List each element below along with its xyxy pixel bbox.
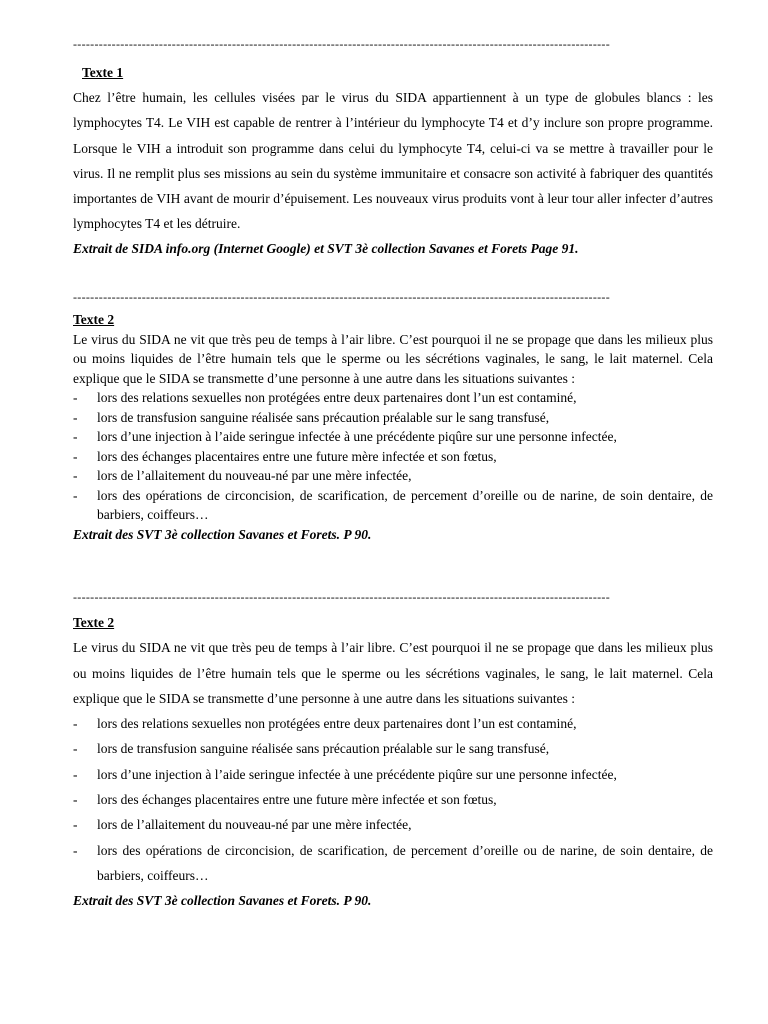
section-paragraph: Le virus du SIDA ne vit que très peu de temps à l’air libre. C’est pourquoi il ne se propage que dans les milieux plus ou moins liquides de l’être humain tels que le sperme ou les sécrétions vaginales, le sang, le lait maternel. Cela explique que le SIDA se transmette d’une personne à une autre dans les situations suivantes : bbox=[73, 331, 713, 386]
bullet-dash: - bbox=[73, 390, 78, 405]
bullet-dash: - bbox=[73, 741, 78, 757]
section-texte-2 bbox=[73, 310, 713, 544]
section-source: Extrait des SVT 3è collection Savanes et Forets. P 90. bbox=[73, 893, 372, 909]
list-item: - lors de transfusion sanguine réalisée sans précaution préalable sur le sang transfusé, bbox=[73, 408, 713, 428]
list-item: - lors de l’allaitement du nouveau-né par une mère infectée, bbox=[73, 466, 713, 486]
bullet-dash: - bbox=[73, 817, 78, 833]
list-item: - lors d’une injection à l’aide seringue infectée à une précédente piqûre sur une personne infectée, bbox=[73, 762, 713, 787]
bullet-dash: - bbox=[73, 409, 78, 425]
bullet-dash: - bbox=[73, 487, 78, 503]
transmission-list bbox=[73, 388, 713, 525]
section-source: Extrait de SIDA info.org (Internet Google) et SVT 3è collection Savanes et Forets Page 91. bbox=[73, 241, 579, 257]
bullet-dash: - bbox=[73, 716, 78, 732]
bullet-dash: - bbox=[73, 448, 78, 464]
section-source: Extrait des SVT 3è collection Savanes et Forets. P 90. bbox=[73, 526, 372, 542]
list-item: - lors de l’allaitement du nouveau-né par une mère infectée, bbox=[73, 812, 713, 837]
list-item: - lors des opérations de circoncision, de scarification, de percement d’oreille ou de narine, de soin dentaire, de barbiers, coiffeurs… bbox=[73, 487, 713, 522]
list-item: - lors des opérations de circoncision, de scarification, de percement d’oreille ou de narine, de soin dentaire, de barbiers, coiffeurs… bbox=[73, 838, 713, 889]
section-title: Texte 1 bbox=[82, 65, 124, 80]
section-title: Texte 2 bbox=[73, 312, 115, 327]
section-title: Texte 2 bbox=[73, 615, 115, 630]
section-paragraph: Le virus du SIDA ne vit que très peu de temps à l’air libre. C’est pourquoi il ne se propage que dans les milieux plus ou moins liquides de l’être humain tels que le sperme ou les sécrétions vaginales, le sang, le lait maternel. Cela explique que le SIDA se transmette d’une personne à une autre dans les situations suivantes : bbox=[73, 640, 713, 706]
list-item: - lors des échanges placentaires entre une future mère infectée et son fœtus, bbox=[73, 447, 713, 467]
separator-line: ----------------------------------------------------------------------------------------------------------------------------- bbox=[73, 290, 611, 304]
bullet-dash: - bbox=[73, 792, 78, 808]
list-item: - lors des relations sexuelles non protégées entre deux partenaires dont l’un est contaminé, bbox=[73, 711, 713, 736]
list-item: - lors des échanges placentaires entre une future mère infectée et son fœtus, bbox=[73, 787, 713, 812]
section-texte-1 bbox=[73, 60, 713, 262]
bullet-dash: - bbox=[73, 468, 78, 483]
separator-line: ----------------------------------------------------------------------------------------------------------------------------- bbox=[73, 590, 611, 604]
bullet-dash: - bbox=[73, 766, 78, 782]
bullet-dash: - bbox=[73, 429, 78, 444]
separator-line: ----------------------------------------------------------------------------------------------------------------------------- bbox=[73, 37, 611, 51]
bullet-dash: - bbox=[73, 842, 78, 858]
list-item: - lors des relations sexuelles non protégées entre deux partenaires dont l’un est contaminé, bbox=[73, 388, 713, 408]
section-texte-2-repeat bbox=[73, 610, 713, 914]
section-paragraph: Chez l’être humain, les cellules visées par le virus du SIDA appartiennent à un type de globules blancs : les lymphocytes T4. Le VIH est capable de rentrer à l’intérieur du lymphocyte T4 et d’y inclure son propre programme. Lorsque le VIH a introduit son programme dans celui du lymphocyte T4, celui-ci va se mettre à travailler pour le virus. Il ne remplit plus ses missions au sein du système immunitaire et consacre son activité à fabriquer des quantités importantes de VIH avant de mourir d’épuisement. Les nouveaux virus produits vont à leur tour aller infecter d’autres lymphocytes T4 et les détruire. bbox=[73, 90, 713, 232]
transmission-list bbox=[73, 711, 713, 888]
list-item: - lors d’une injection à l’aide seringue infectée à une précédente piqûre sur une personne infectée, bbox=[73, 427, 713, 447]
list-item: - lors de transfusion sanguine réalisée sans précaution préalable sur le sang transfusé, bbox=[73, 736, 713, 761]
